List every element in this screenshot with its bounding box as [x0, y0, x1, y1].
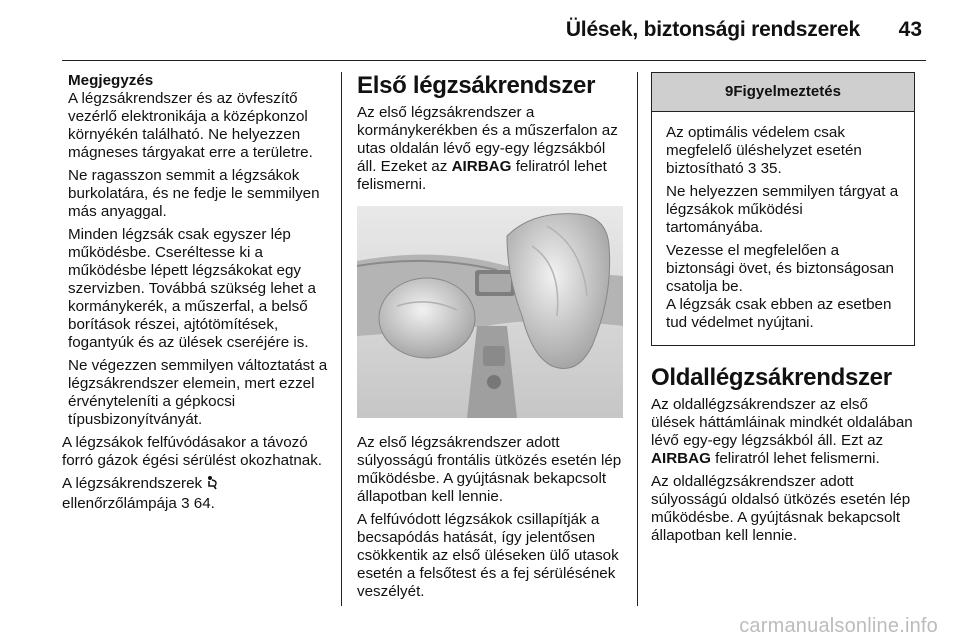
- watermark: carmanualsonline.info: [739, 615, 938, 637]
- note-block: [62, 72, 330, 429]
- column-divider-1: [341, 72, 342, 606]
- lamp-page-ref[interactable]: 64.: [193, 495, 215, 512]
- warning-title: Figyelmeztetés: [733, 83, 841, 100]
- note-paragraph-1: A légzsákrendszer és az övfeszítő vezérlő elektronikája a középkonzol környékén található. Ne helyezzen mágneses tárgyakat erre a területre.: [68, 90, 313, 161]
- warning-text-1: Az optimális védelem csak megfelelő üléshelyzet esetén biztosítható: [666, 124, 862, 177]
- note-heading: Megjegyzés: [68, 72, 154, 89]
- front-airbag-paragraph-2: Az első légzsákrendszer adott súlyosságú frontális ütközés esetén lép működésbe. A gyújtásnak bekapcsolt állapotban kell lennie.: [357, 434, 622, 505]
- note-paragraph-2: Ne ragasszon semmit a légzsákok burkolatára, és ne fedje le semmilyen más anyaggal.: [68, 167, 320, 220]
- warning-page-ref[interactable]: 35.: [760, 160, 782, 177]
- page-ref-arrow-icon: 3: [181, 495, 190, 512]
- airbag-warning-lamp-icon: [206, 475, 220, 495]
- note-paragraph-3: Minden légzsák csak egyszer lép működésbe. Cseréltesse ki a működésbe lépett légzsákokat egy szervizben. Továbbá szükség lehet a kormánykerék, a műszerfal, a belső borítások részei, ajtótömítések, fogantyúk és az ülések cseréjére is.: [68, 226, 316, 351]
- warning-paragraph-2: Ne helyezzen semmilyen tárgyat a légzsákok működési tartományába.: [666, 183, 899, 236]
- warning-box-body: [652, 112, 914, 345]
- page-title: Ülések, biztonsági rendszerek: [565, 18, 860, 41]
- paragraph-warning-lamp: [62, 475, 330, 513]
- column-3: [651, 72, 915, 550]
- warning-paragraph-1: [666, 124, 900, 178]
- warning-box: [651, 72, 915, 346]
- section-heading-side-airbag: Oldallégzsákrendszer: [651, 364, 892, 391]
- lamp-text-pre: A légzsákrendszerek: [62, 475, 203, 492]
- front-airbag-illustration: [357, 206, 623, 418]
- warning-paragraph-4: A légzsák csak ebben az esetben tud védelmet nyújtani.: [666, 296, 892, 331]
- column-1: [62, 72, 330, 518]
- section-heading-front-airbag: Első légzsákrendszer: [357, 72, 596, 99]
- side-intro-text-end: feliratról lehet felismerni.: [715, 450, 880, 467]
- page-header: [0, 14, 960, 50]
- note-paragraph-4: Ne végezzen semmilyen változtatást a légzsákrendszer elemein, mert ezzel érvényteleníti a gépkocsi típusbizonyítványát.: [68, 357, 328, 428]
- airbag-label: AIRBAG: [451, 158, 512, 175]
- warning-paragraph-3: Vezesse el megfelelően a biztonsági övet, és biztonságosan csatolja be.: [666, 242, 894, 295]
- paragraph-hot-gases: A légzsákok felfúvódásakor a távozó forró gázok égési sérülést okozhatnak.: [62, 434, 323, 469]
- lamp-text-mid: ellenőrzőlámpája: [62, 495, 177, 512]
- warning-box-header: [652, 73, 914, 112]
- warning-triangle-icon: 9: [725, 83, 734, 100]
- page-number: 43: [898, 18, 922, 41]
- intro-text: Az első légzsákrendszer a kormánykerékben és a műszerfalon az utas oldalán lévő egy-egy légzsákból áll. Ezeket az: [357, 104, 618, 175]
- column-2: [357, 72, 625, 606]
- column-divider-2: [637, 72, 638, 606]
- front-airbag-paragraph-3: A felfúvódott légzsákok csillapítják a becsapódás hatását, így jelentősen csökkentik az első üléseken ülő utasok esetén a felsőtest és a fej sérülésének veszélyét.: [357, 511, 619, 600]
- side-airbag-paragraph-2: Az oldallégzsákrendszer adott súlyosságú oldalsó ütközés esetén lép működésbe. A gyújtásnak bekapcsolt állapotban kell lennie.: [651, 473, 911, 544]
- side-airbag-paragraph-1: [651, 396, 915, 468]
- side-intro-text: Az oldallégzsákrendszer az első ülések háttámláinak mindkét oldalában lévő egy-egy légzsákból áll. Ezt az: [651, 396, 913, 449]
- header-rule: [62, 60, 926, 61]
- front-airbag-intro: [357, 104, 625, 194]
- page-ref-arrow-icon: 3: [747, 160, 757, 177]
- intro-text-end: feliratról lehet felismerni.: [357, 158, 607, 193]
- side-airbag-label: AIRBAG: [651, 450, 711, 467]
